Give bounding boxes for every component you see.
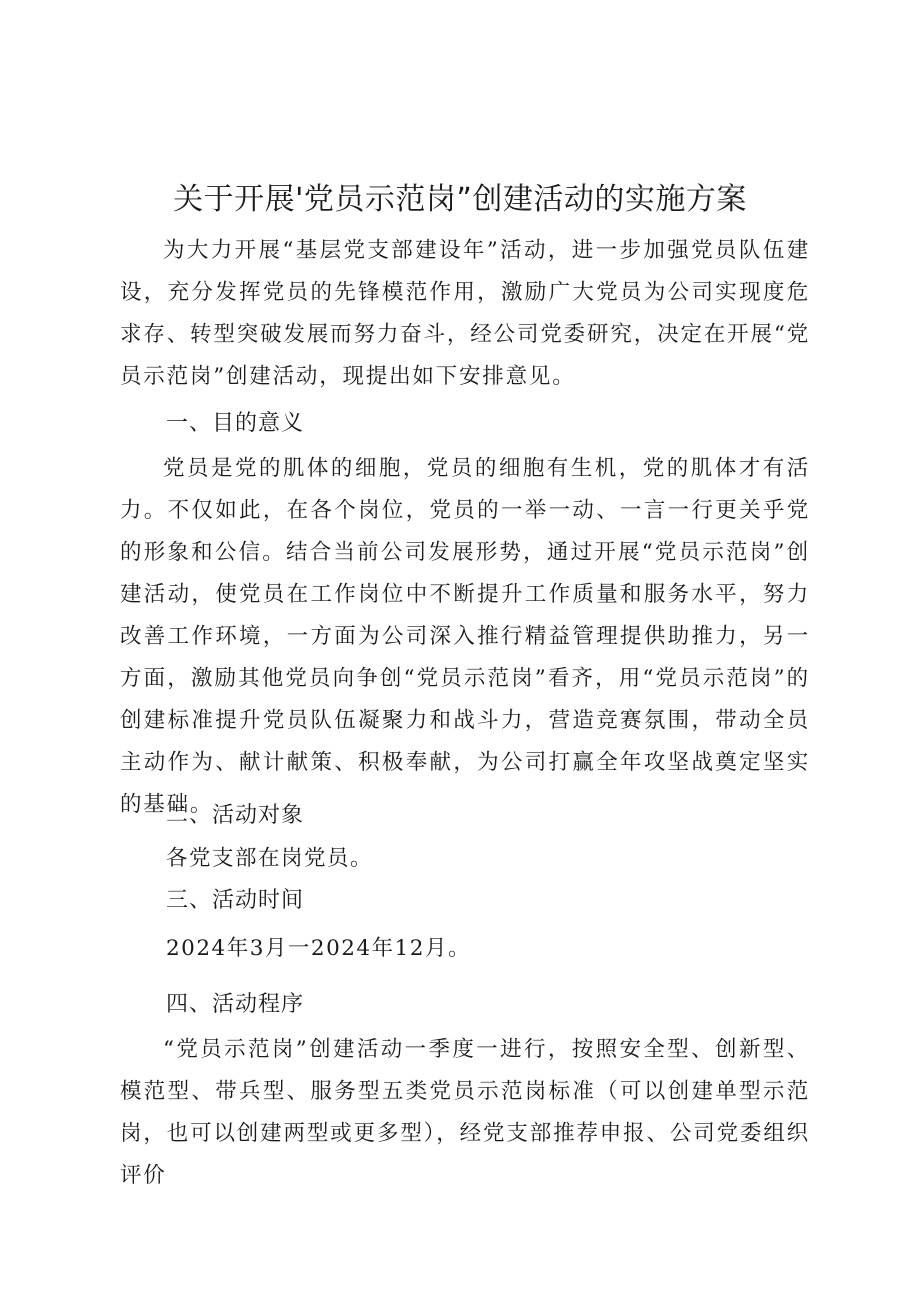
section-body-procedure: “党员示范岗”创建活动一季度一进行，按照安全型、创新型、模范型、带兵型、服务型五类党员示范岗标准（可以创建单型示范岗，也可以创建两型或更多型），经党支部推荐申报、公司党委组织评价 — [120, 1037, 810, 1188]
section-body-purpose: 党员是党的肌体的细胞，党员的细胞有生机，党的肌体才有活力。不仅如此，在各个岗位，党员的一举一动、一言一行更关乎党的形象和公信。结合当前公司发展形势，通过开展“党员示范岗”创建活动，使党员在工作岗位中不断提升工作质量和服务水平，努力改善工作环境，一方面为公司深入推行精益管理提供助推力，另一方面，激励其他党员向争创“党员示范岗”看齐，用“党员示范岗”的创建标准提升党员队伍凝聚力和战斗力，营造竞赛氛围，带动全员主动作为、献计献策、积极奉献，为公司打赢全年攻坚战奠定坚实的基础。 — [120, 456, 810, 817]
intro-paragraph: 为大力开展“基层党支部建设年”活动，进一步加强党员队伍建设，充分发挥党员的先锋模范作用，激励广大党员为公司实现度危求存、转型突破发展而努力奋斗，经公司党委研究，决定在开展“党员示范岗”创建活动，现提出如下安排意见。 — [120, 238, 810, 389]
section-body-target: 各党支部在岗党员。 — [166, 846, 374, 871]
section-heading-purpose: 一、目的意义 — [166, 411, 305, 436]
section-body-time: 2024年3月一2024年12月。 — [166, 936, 471, 961]
section-heading-time: 三、活动时间 — [166, 888, 305, 913]
document-title: 关于开展'党员示范岗”创建活动的实施方案 — [173, 182, 747, 217]
section-heading-target: 二、活动对象 — [166, 803, 305, 828]
section-heading-procedure: 四、活动程序 — [166, 992, 305, 1017]
